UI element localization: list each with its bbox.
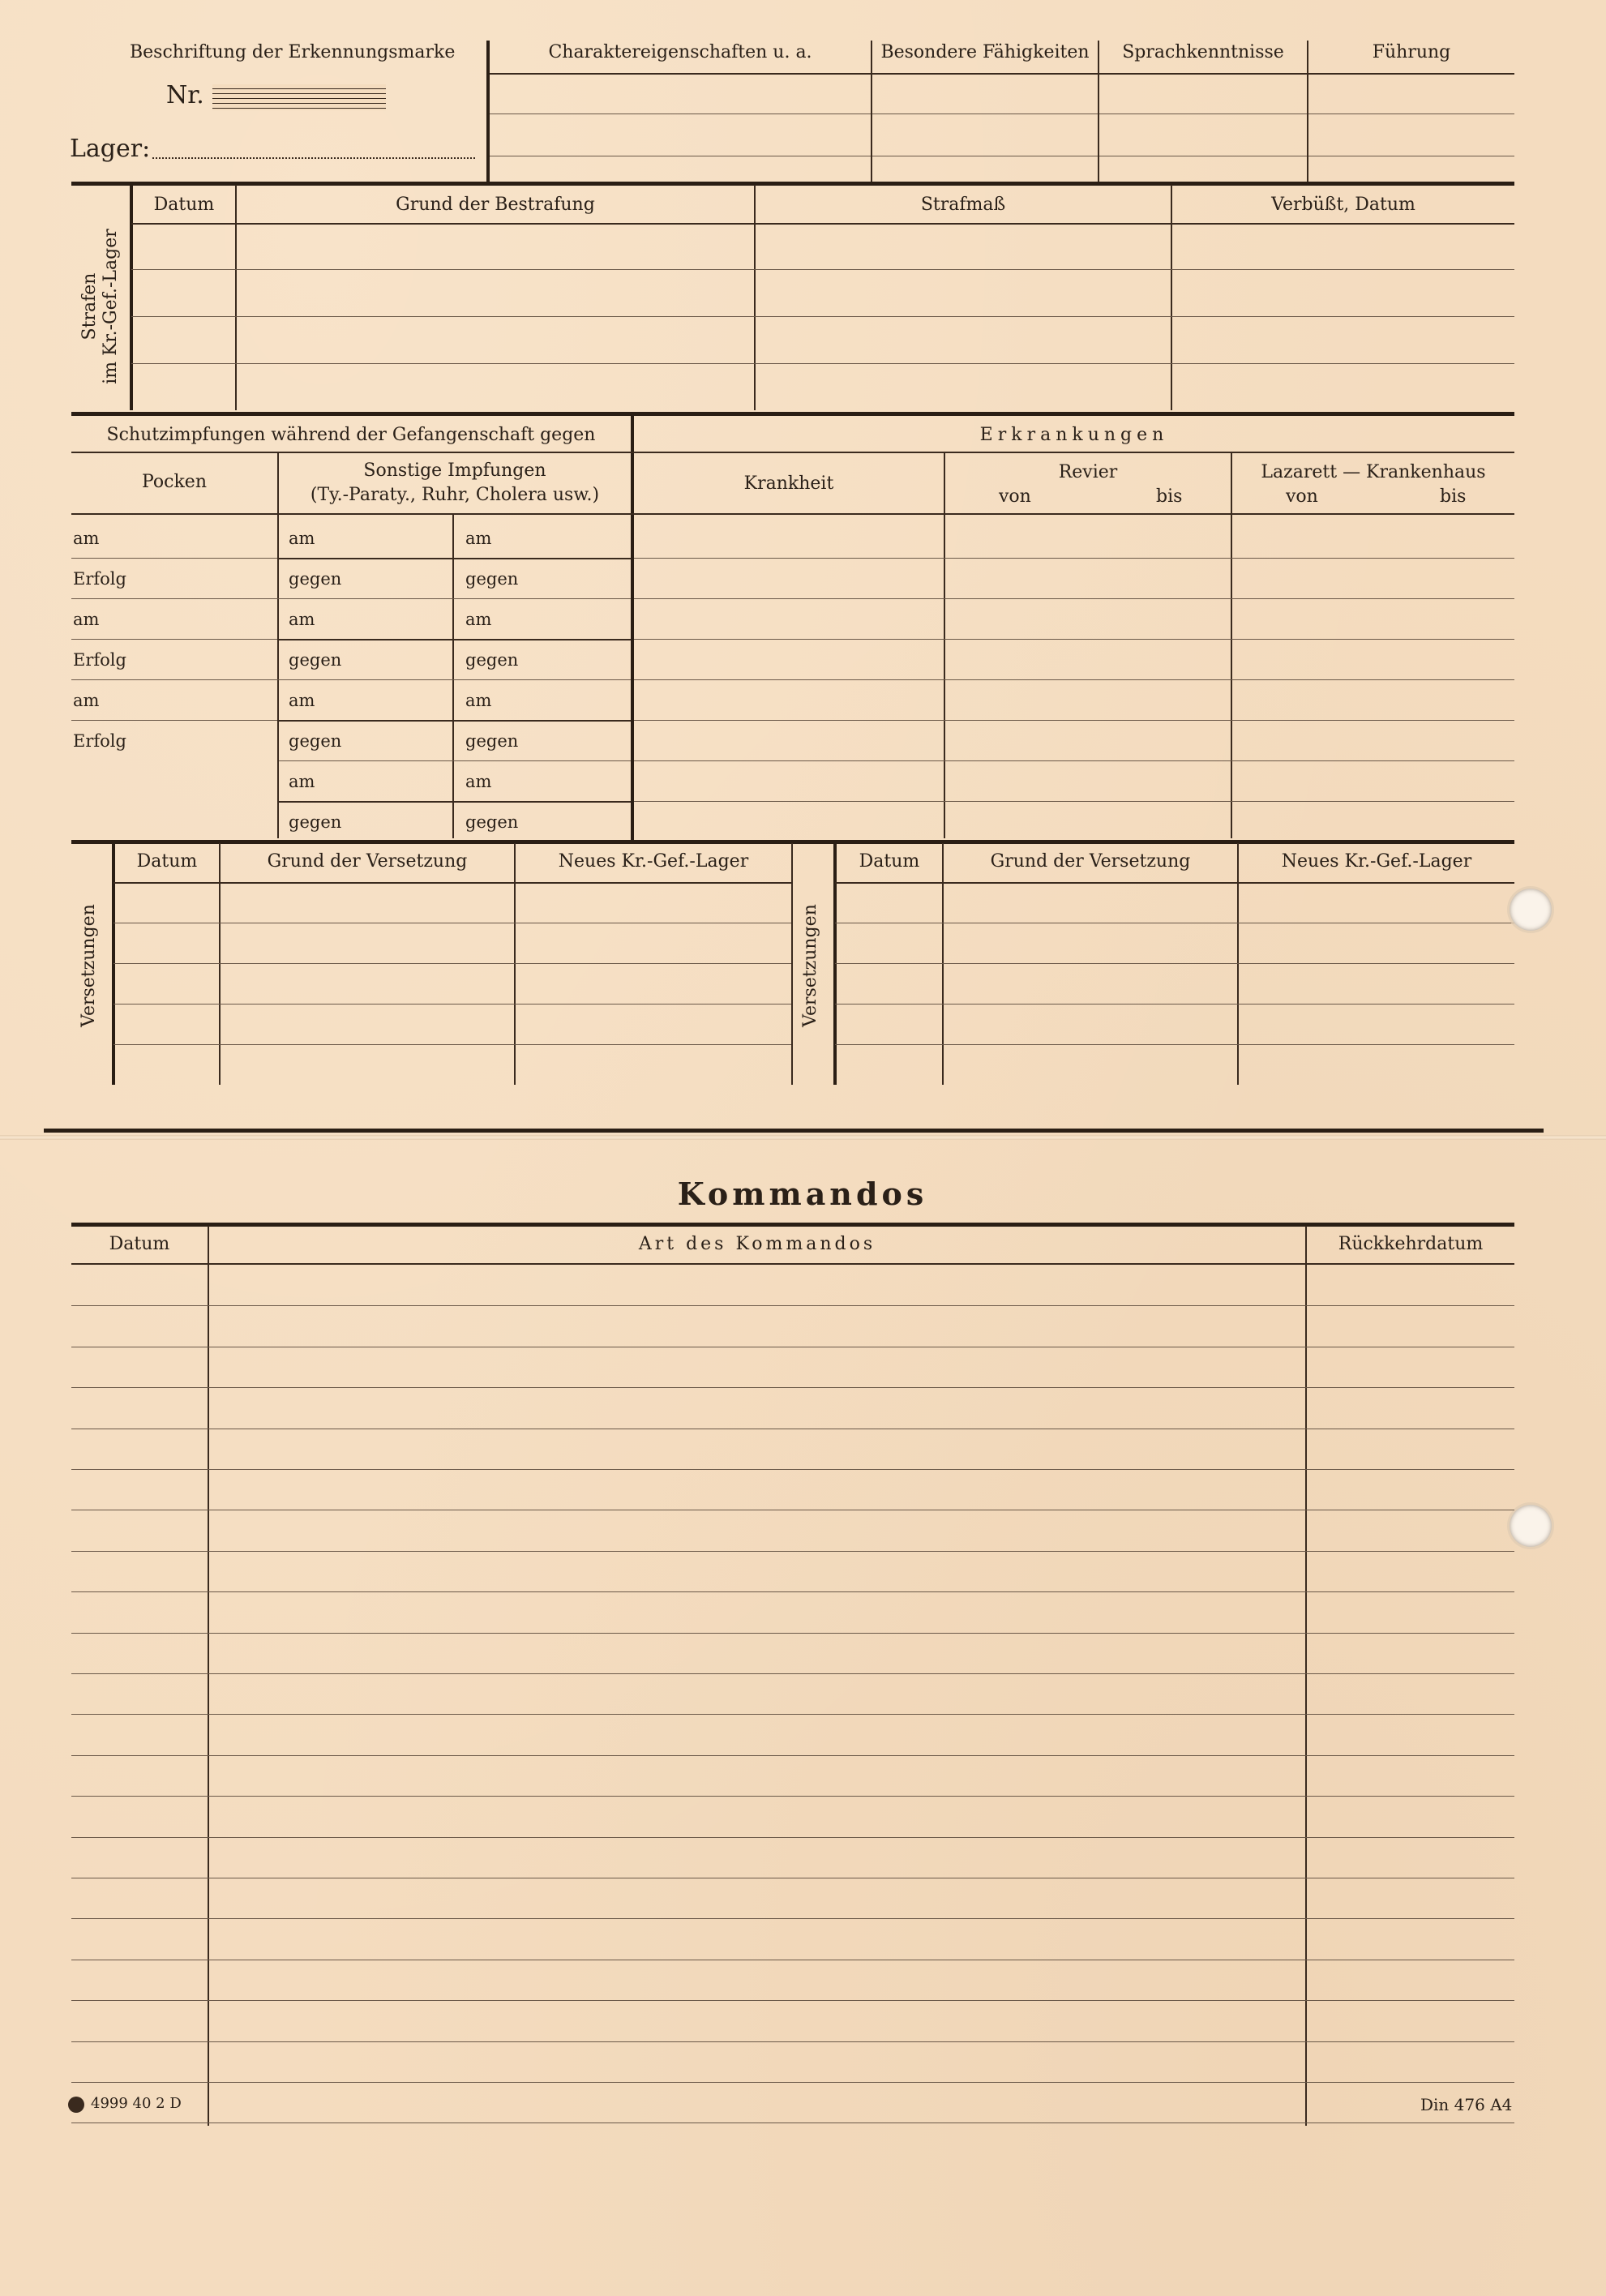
lager-field[interactable] (152, 157, 475, 159)
pocken-erfolg-3: Erfolg (73, 731, 126, 751)
impfungen-col-pocken: Pocken (142, 472, 207, 492)
strafen-col-verbuesst: Verbüßt, Datum (1271, 195, 1415, 215)
nr-field[interactable] (212, 84, 386, 110)
pocken-erfolg-1: Erfolg (73, 569, 126, 589)
strafen-side-label (79, 224, 122, 389)
charakter-field[interactable] (490, 75, 871, 182)
kommandos-col-rueckkehr: Rückkehrdatum (1338, 1234, 1484, 1254)
lazarett-von: von (1286, 486, 1318, 507)
col-sprachkenntnisse: Sprachkenntnisse (1122, 42, 1284, 62)
impfungen-col-sonstige-1: Sonstige Impfungen (363, 460, 546, 481)
sonstige-gegen: gegen (465, 650, 519, 670)
sprachkenntnisse-field[interactable] (1099, 75, 1307, 182)
kommandos-row-line (71, 1837, 1514, 1838)
erkrankungen-header: Erkrankungen (979, 425, 1169, 445)
sonstige-am: am (289, 610, 315, 629)
sonstige-am: am (289, 529, 315, 548)
kommandos-row-line (71, 1714, 1514, 1715)
circle-mark-icon (68, 2097, 84, 2113)
kommandos-row-line (71, 1305, 1514, 1306)
strafen-col-datum: Datum (153, 195, 215, 215)
lager-label: Lager: (70, 135, 151, 163)
versetzungen-right-body[interactable] (837, 884, 1514, 1083)
impfungen-col-sonstige-2: (Ty.-Paraty., Ruhr, Cholera usw.) (310, 485, 600, 505)
print-code: 4999 40 2 D (91, 2095, 182, 2112)
versetzungen-col-grund-right: Grund der Versetzung (990, 851, 1191, 872)
versetzungen-left-body[interactable] (115, 884, 791, 1083)
strafen-label-1: Strafen (79, 272, 100, 341)
versetzungen-col-grund-left: Grund der Versetzung (267, 851, 468, 872)
revier-von: von (999, 486, 1031, 507)
erkrankungen-col-revier: Revier (1058, 462, 1118, 482)
erkrankungen-col-lazarett: Lazarett — Krankenhaus (1261, 462, 1486, 482)
kommandos-col-datum: Datum (109, 1234, 170, 1254)
sonstige-gegen: gegen (289, 650, 342, 670)
col-fuehrung: Führung (1372, 42, 1451, 62)
strafen-col-grund: Grund der Bestrafung (396, 195, 595, 215)
versetzungen-col-lager-right: Neues Kr.-Gef.-Lager (1281, 851, 1472, 872)
erkrankungen-col-krankheit: Krankheit (743, 473, 834, 494)
sonstige-am: am (465, 691, 492, 710)
erkrankungen-table-body[interactable] (634, 516, 1514, 838)
kommandos-row-line (71, 1796, 1514, 1797)
sonstige-am: am (289, 691, 315, 710)
versetzungen-col-lager-left: Neues Kr.-Gef.-Lager (558, 851, 749, 872)
sonstige-gegen: gegen (289, 569, 342, 589)
versetzungen-col-datum-right: Datum (859, 851, 920, 872)
kommandos-row-line (71, 2000, 1514, 2001)
sonstige-gegen: gegen (465, 569, 519, 589)
impfungen-header: Schutzimpfungen während der Gefangenschaft gegen (106, 425, 596, 445)
sonstige-am: am (289, 772, 315, 791)
sonstige-am: am (465, 610, 492, 629)
kommandos-row-line (71, 2082, 1514, 2083)
impfungen-table-body[interactable] (71, 516, 631, 838)
lazarett-bis: bis (1440, 486, 1467, 507)
kommandos-row-line (71, 1387, 1514, 1388)
kommandos-row-line (71, 1633, 1514, 1634)
revier-bis: bis (1156, 486, 1183, 507)
pocken-am-1: am (73, 529, 100, 548)
kommandos-row-line (71, 1918, 1514, 1919)
sonstige-am: am (465, 772, 492, 791)
kommandos-col-art: Art des Kommandos (638, 1234, 876, 1254)
punch-hole (1510, 889, 1552, 931)
kommandos-row-line (71, 1551, 1514, 1552)
kommandos-row-line (71, 1591, 1514, 1592)
erkennungsmarke-label: Beschriftung der Erkennungsmarke (130, 42, 456, 62)
sonstige-gegen: gegen (465, 812, 519, 832)
versetzungen-col-datum-left: Datum (136, 851, 198, 872)
kommandos-table-body[interactable] (71, 1265, 1514, 2126)
punch-hole (1510, 1505, 1552, 1547)
fuehrung-field[interactable] (1308, 75, 1514, 182)
col-charakter: Charaktereigenschaften u. a. (548, 42, 812, 62)
kommandos-row-line (71, 1673, 1514, 1674)
nr-label: Nr. (166, 81, 204, 109)
versetzungen-side-label-left: Versetzungen (79, 904, 99, 1027)
pocken-erfolg-2: Erfolg (73, 650, 126, 670)
pocken-am-2: am (73, 610, 100, 629)
sonstige-gegen: gegen (465, 731, 519, 751)
sonstige-am: am (465, 529, 492, 548)
pocken-am-3: am (73, 691, 100, 710)
kommandos-row-line (71, 2041, 1514, 2042)
col-faehigkeiten: Besondere Fähigkeiten (880, 42, 1090, 62)
kommandos-row-line (71, 1469, 1514, 1470)
sonstige-gegen: gegen (289, 731, 342, 751)
strafen-col-strafmass: Strafmaß (920, 195, 1006, 215)
strafen-table-body[interactable] (133, 225, 1514, 409)
strafen-label-2: im Kr.-Gef.-Lager (101, 229, 121, 384)
sonstige-gegen: gegen (289, 812, 342, 832)
fold-line (0, 1135, 1606, 1140)
din-format: Din 476 A4 (1420, 2095, 1513, 2114)
kommandos-title: Kommandos (677, 1176, 928, 1212)
kommandos-row-line (71, 1755, 1514, 1756)
faehigkeiten-field[interactable] (872, 75, 1098, 182)
versetzungen-side-label-right: Versetzungen (800, 904, 820, 1027)
